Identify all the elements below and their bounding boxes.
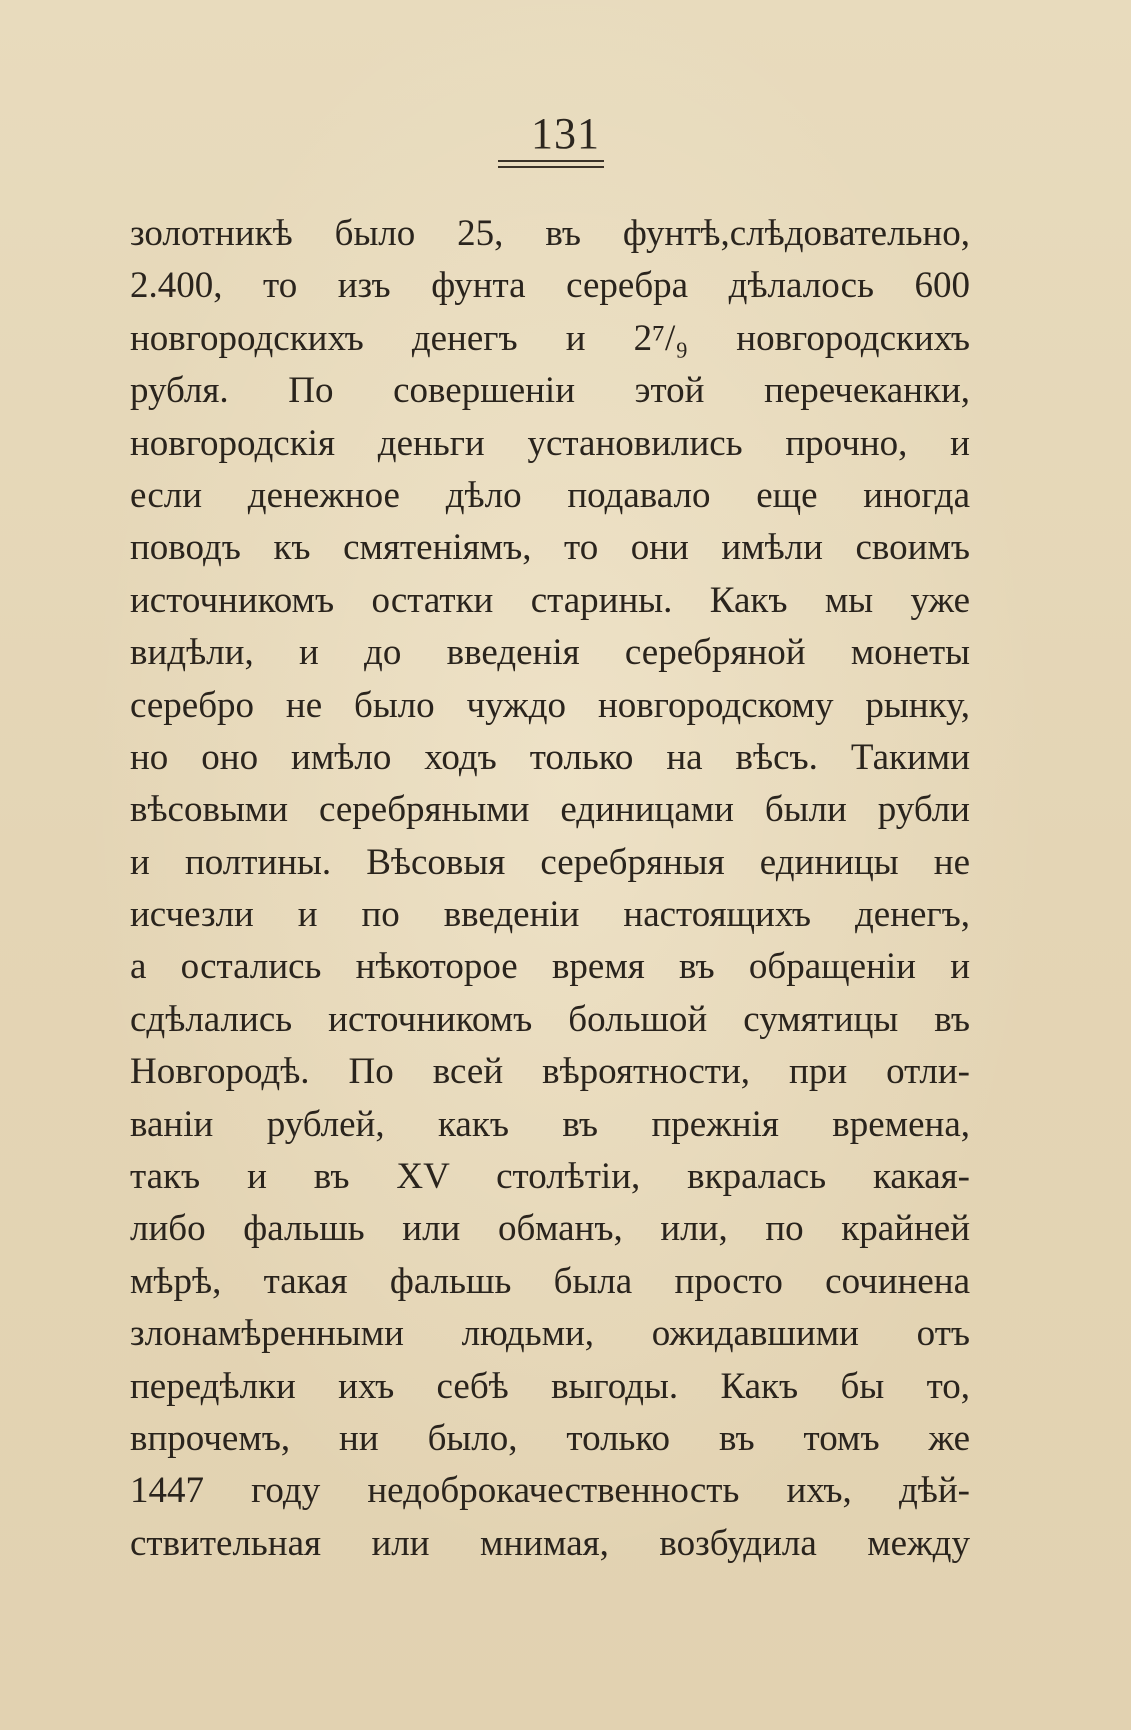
text-line: сдѣлались источникомъ большой сумятицы въ: [130, 998, 970, 1040]
text-line: злонамѣренными людьми, ожидавшими отъ: [130, 1313, 970, 1355]
text-line: но оно имѣло ходъ только на вѣсъ. Такими: [130, 736, 970, 778]
text-line: Новгородѣ. По всей вѣроятности, при отли-: [130, 1051, 970, 1093]
body-text: [130, 208, 970, 1570]
text-line: 2.400, то изъ фунта серебра дѣлалось 600: [130, 265, 970, 307]
text-line: а остались нѣкоторое время въ обращеніи и: [130, 946, 970, 988]
text-line: мѣрѣ, такая фальшь была просто сочинена: [130, 1260, 970, 1302]
text-line: такъ и въ XV столѣтіи, вкралась какая-: [130, 1156, 970, 1198]
page-number: 131: [531, 109, 600, 158]
text-line: ваніи рублей, какъ въ прежнія времена,: [130, 1103, 970, 1145]
text-line: рубля. По совершеніи этой перечеканки,: [130, 370, 970, 412]
text-line: видѣли, и до введенія серебряной монеты: [130, 632, 970, 674]
text-line: новгородскихъ денегъ и 2⁷/₉ новгородскихъ: [130, 317, 970, 359]
text-line: новгородскія деньги установились прочно, и: [130, 422, 970, 464]
text-line: серебро не было чуждо новгородскому рынку,: [130, 684, 970, 726]
text-line: 1447 году недоброкачественность ихъ, дѣй-: [130, 1470, 970, 1512]
text-line: впрочемъ, ни было, только въ томъ же: [130, 1417, 970, 1459]
rule-line-top: [498, 160, 604, 162]
text-line: поводъ къ смятеніямъ, то они имѣли своимъ: [130, 527, 970, 569]
text-line: если денежное дѣло подавало еще иногда: [130, 474, 970, 516]
text-line: источникомъ остатки старины. Какъ мы уже: [130, 579, 970, 621]
text-line: либо фальшь или обманъ, или, по крайней: [130, 1208, 970, 1250]
text-line: золотникѣ было 25, въ фунтѣ,слѣдовательно,: [130, 213, 970, 254]
text-line: ствительная или мнимая, возбудила между: [130, 1522, 970, 1564]
text-line: и полтины. Вѣсовыя серебряныя единицы не: [130, 841, 970, 883]
text-line: исчезли и по введеніи настоящихъ денегъ,: [130, 894, 970, 936]
text-line: передѣлки ихъ себѣ выгоды. Какъ бы то,: [130, 1365, 970, 1407]
rule-line-bottom: [498, 166, 604, 168]
text-line: вѣсовыми серебряными единицами были рубли: [130, 789, 970, 831]
